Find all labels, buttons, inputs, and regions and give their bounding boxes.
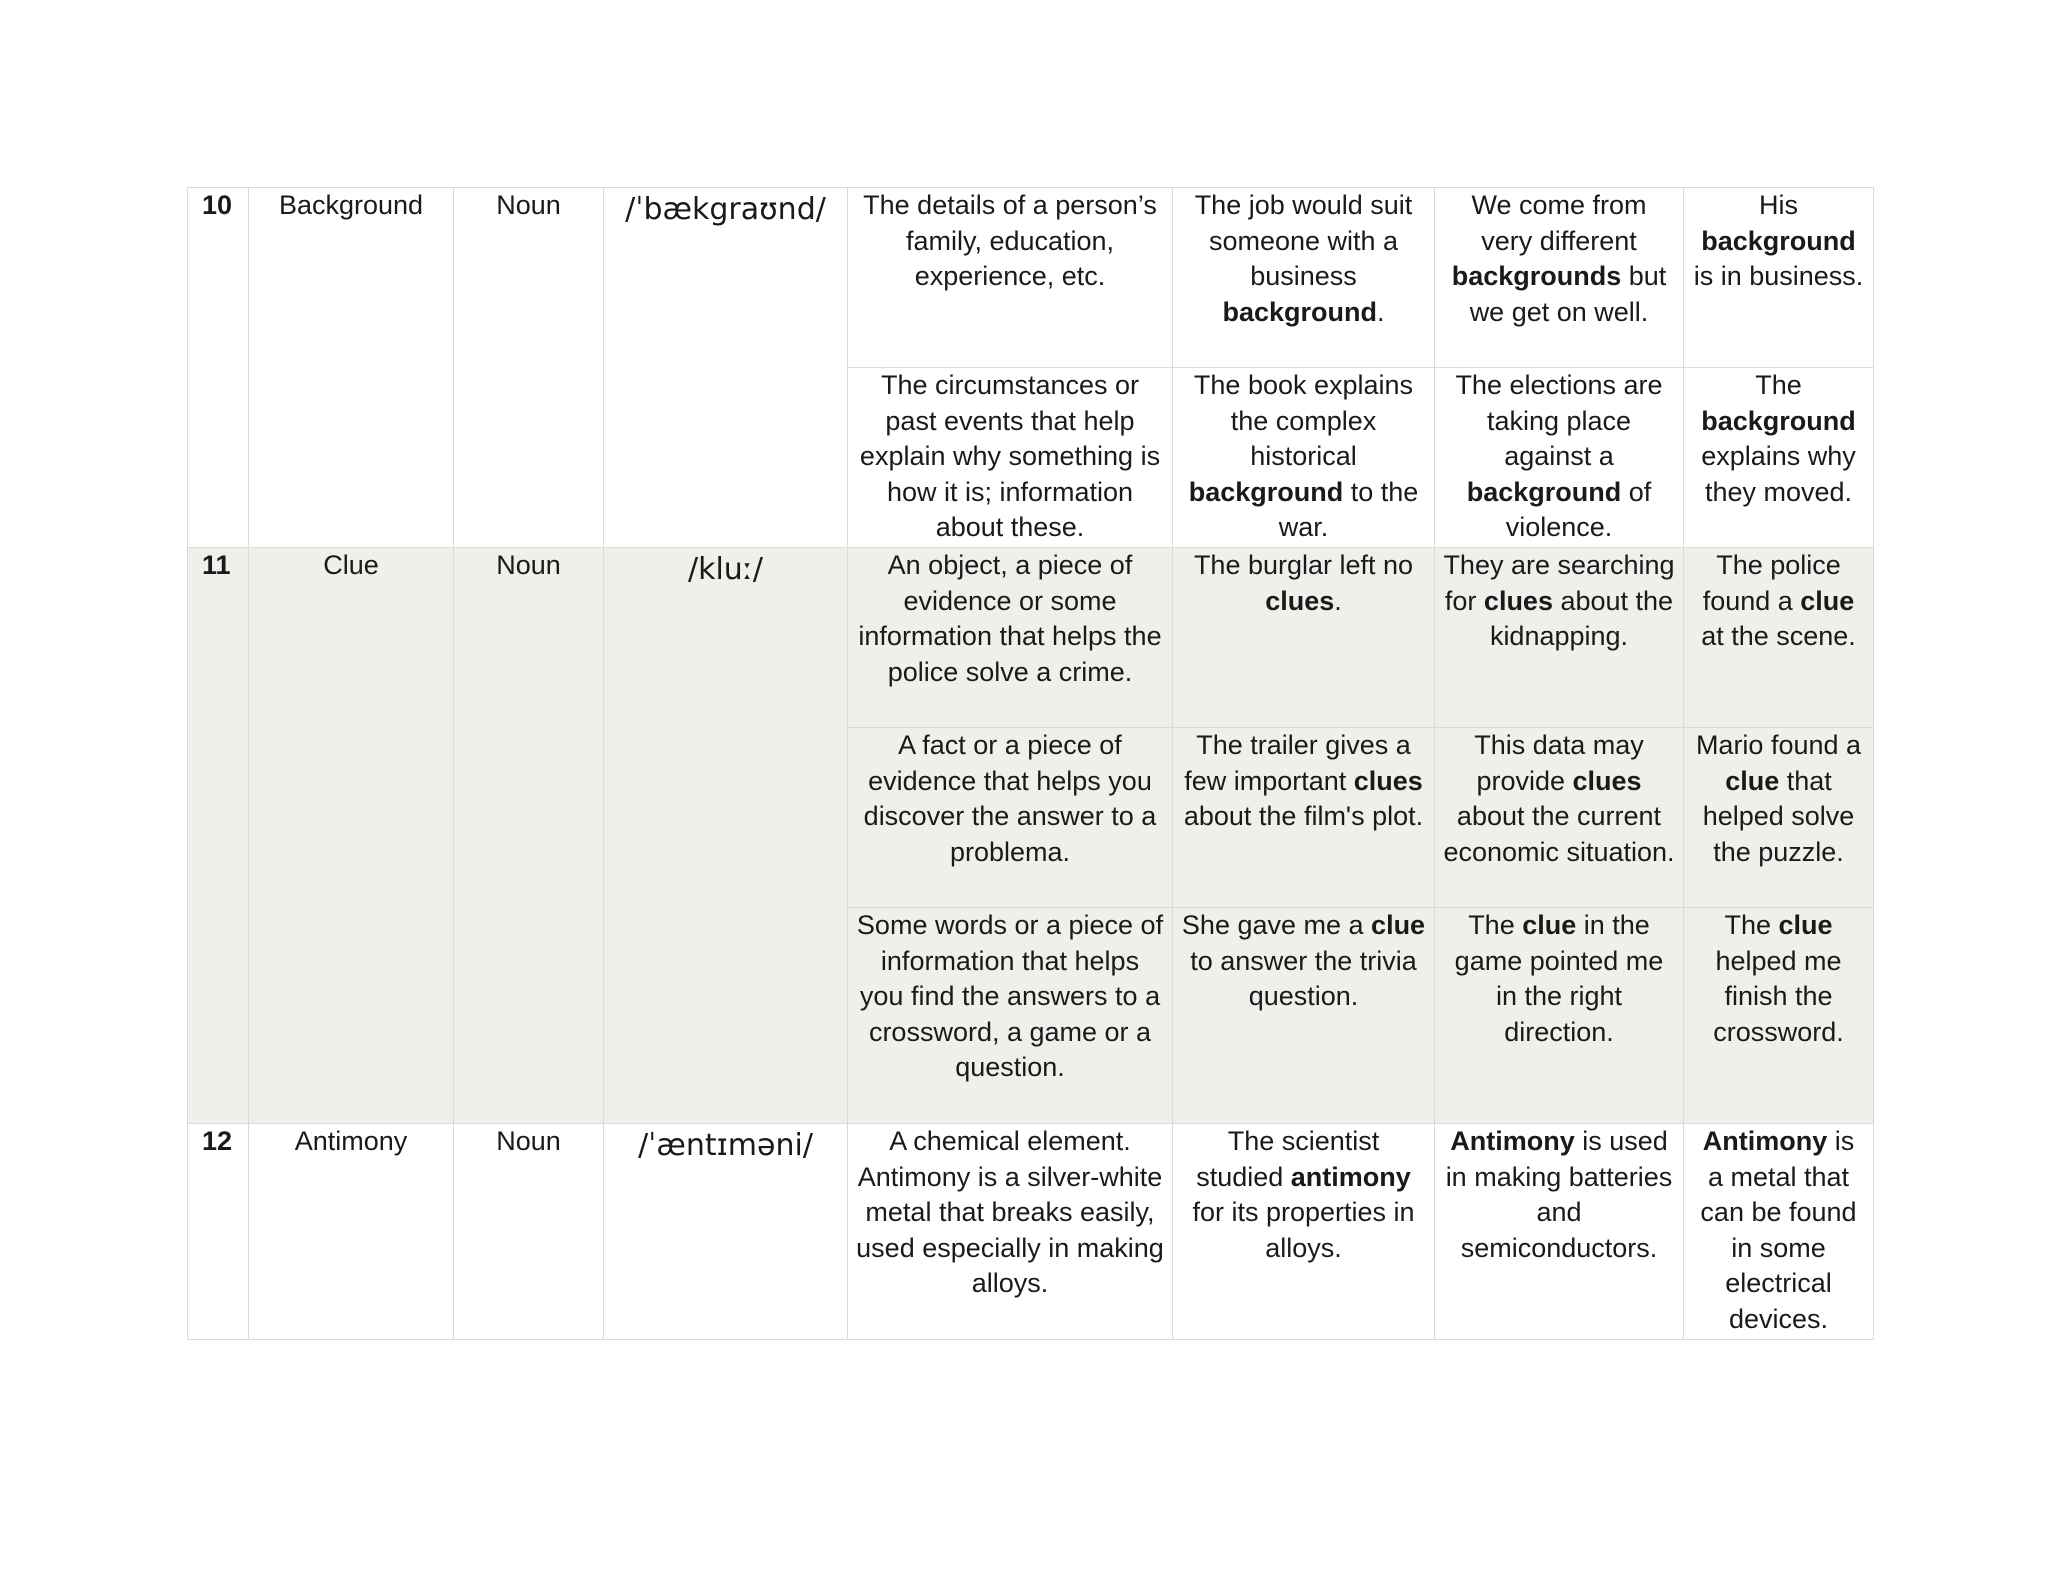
example-text: about the current economic situation.	[1443, 801, 1675, 867]
keyword-highlight: clues	[1265, 585, 1335, 616]
entry-part-of-speech: Noun	[454, 548, 604, 1124]
example-text: This data may provide	[1474, 730, 1644, 796]
sense-definition: The details of a person’s family, education, experience, etc.	[848, 188, 1173, 368]
example-text: but we get on well.	[1469, 261, 1667, 327]
example-text: The job would suit someone with a business	[1194, 190, 1413, 292]
keyword-highlight: clue	[1522, 910, 1577, 940]
example-text: is used in making batteries and semiconductors.	[1445, 1126, 1673, 1263]
example-text: to answer the trivia question.	[1190, 945, 1417, 1012]
sense-definition: A chemical element. Antimony is a silver-white metal that breaks easily, used especially in making alloys.	[848, 1124, 1173, 1340]
example-text: in the game pointed me in the right direction.	[1454, 910, 1664, 1047]
example-text: that helped solve the puzzle.	[1702, 765, 1855, 867]
vocabulary-table	[187, 187, 1874, 1340]
keyword-highlight: clues	[1353, 765, 1423, 796]
example-sentence	[1173, 548, 1435, 728]
example-text: The police found a	[1702, 550, 1841, 616]
example-text: of violence.	[1505, 476, 1652, 543]
example-text: The	[1724, 910, 1779, 940]
example-text: at the scene.	[1701, 621, 1856, 652]
keyword-highlight: clue	[1800, 585, 1855, 616]
example-sentence	[1173, 1124, 1435, 1340]
table-row	[188, 548, 1874, 728]
example-text: His	[1759, 190, 1798, 220]
example-sentence	[1173, 188, 1435, 368]
sense-definition: An object, a piece of evidence or some information that helps the police solve a crime.	[848, 548, 1173, 728]
example-sentence	[1173, 908, 1435, 1124]
entry-pronunciation: /ˈbækgraʊnd/	[604, 188, 848, 548]
example-text: about the film's plot.	[1183, 801, 1424, 832]
example-text: The burglar left no	[1193, 550, 1414, 580]
entry-part-of-speech: Noun	[454, 188, 604, 548]
entry-number: 12	[188, 1124, 249, 1340]
entry-pronunciation: /ˈæntɪməni/	[604, 1124, 848, 1340]
example-text: They are searching for	[1443, 550, 1675, 616]
keyword-highlight: clue	[1778, 910, 1833, 940]
example-sentence	[1435, 1124, 1684, 1340]
keyword-highlight: background	[1701, 405, 1856, 436]
keyword-highlight: background	[1188, 476, 1344, 507]
example-text: The book explains the complex historical	[1193, 370, 1414, 472]
example-text: about the kidnapping.	[1489, 585, 1674, 652]
keyword-highlight: clue	[1725, 765, 1780, 796]
example-text: The scientist studied	[1196, 1126, 1380, 1192]
table-row	[188, 1124, 1874, 1340]
sense-definition: The circumstances or past events that help explain why something is how it is; information about these.	[848, 368, 1173, 548]
example-text: The trailer gives a few important	[1184, 730, 1411, 796]
example-sentence	[1435, 728, 1684, 908]
example-text: The elections are taking place against a	[1455, 370, 1663, 472]
example-sentence	[1435, 908, 1684, 1124]
example-text: We come from very different	[1471, 190, 1647, 256]
example-text: is in business.	[1693, 261, 1864, 292]
entry-word: Clue	[249, 548, 454, 1124]
example-sentence	[1684, 548, 1874, 728]
sense-definition: Some words or a piece of information that helps you find the answers to a crossword, a game or a question.	[848, 908, 1173, 1124]
entry-pronunciation: /kluː/	[604, 548, 848, 1124]
entry-part-of-speech: Noun	[454, 1124, 604, 1340]
example-sentence	[1684, 188, 1874, 368]
example-text: The	[1468, 910, 1523, 940]
example-sentence	[1173, 368, 1435, 548]
keyword-highlight: background	[1222, 296, 1377, 327]
keyword-highlight: Antimony	[1702, 1126, 1828, 1156]
example-sentence	[1684, 1124, 1874, 1340]
keyword-highlight: backgrounds	[1451, 261, 1622, 292]
example-text: .	[1377, 296, 1385, 327]
example-text: She gave me a	[1181, 910, 1372, 940]
example-sentence	[1684, 368, 1874, 548]
example-sentence	[1684, 728, 1874, 908]
entry-number: 11	[188, 548, 249, 1124]
example-text: explains why they moved.	[1701, 441, 1856, 507]
example-text: for its properties in alloys.	[1192, 1197, 1415, 1263]
example-sentence	[1684, 908, 1874, 1124]
entry-number: 10	[188, 188, 249, 548]
entry-word: Background	[249, 188, 454, 548]
example-sentence	[1435, 188, 1684, 368]
keyword-highlight: Antimony	[1450, 1126, 1575, 1156]
keyword-highlight: clues	[1483, 585, 1553, 616]
example-text: .	[1334, 585, 1342, 616]
example-sentence	[1435, 548, 1684, 728]
keyword-highlight: background	[1701, 225, 1856, 256]
keyword-highlight: clues	[1572, 765, 1642, 796]
example-text: to the war.	[1278, 476, 1419, 543]
entry-word: Antimony	[249, 1124, 454, 1340]
example-text: helped me finish the crossword.	[1713, 945, 1844, 1047]
example-sentence	[1435, 368, 1684, 548]
keyword-highlight: antimony	[1290, 1161, 1411, 1192]
example-text: The	[1755, 370, 1802, 400]
keyword-highlight: clue	[1371, 910, 1426, 940]
sense-definition: A fact or a piece of evidence that helps you discover the answer to a problema.	[848, 728, 1173, 908]
example-sentence	[1173, 728, 1435, 908]
example-text: Mario found a	[1695, 730, 1862, 760]
table-row	[188, 188, 1874, 368]
example-text: is a metal that can be found in some electrical devices.	[1700, 1126, 1857, 1334]
keyword-highlight: background	[1466, 476, 1622, 507]
